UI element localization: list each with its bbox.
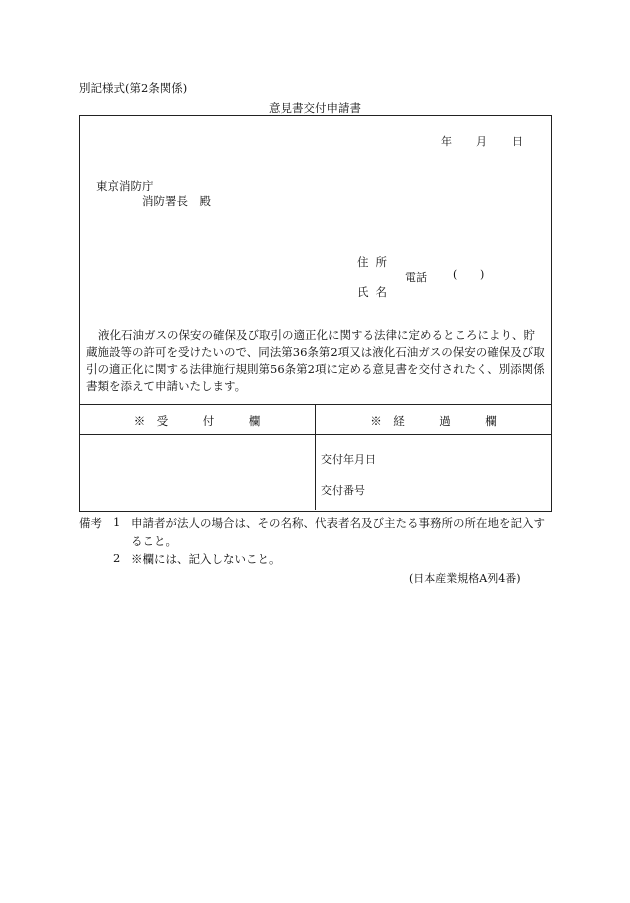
addressee-chief: 消防署長 殿: [142, 194, 211, 208]
form-label: 別記様式(第2条関係): [79, 81, 188, 95]
note-text: 申請者が法人の場合は、その名称、代表者名及び主たる事務所の所在地を記入す: [131, 516, 545, 530]
body-text-line: 書類を添えて申請いたします。: [86, 379, 247, 393]
body-text-line: 引の適正化に関する法律施行規則第56条第2項に定める意見書を交付されたく、別添関係: [86, 362, 545, 376]
name-label: 氏名: [357, 285, 394, 299]
note-number: 1: [113, 515, 121, 529]
phone-paren-open: (: [453, 268, 458, 281]
date-year-label: 年: [441, 135, 452, 148]
note-number: 2: [113, 551, 121, 565]
reception-column-header: ※ 受 付 欄: [133, 414, 261, 428]
document-title: 意見書交付申請書: [269, 101, 361, 115]
remarks-label: 備考: [79, 516, 102, 530]
address-label: 住所: [357, 255, 394, 269]
date-day-label: 日: [512, 135, 523, 148]
date-month-label: 月: [476, 135, 487, 148]
progress-column-header: ※ 経 過 欄: [370, 414, 497, 428]
phone-label: 電話: [405, 271, 427, 284]
issue-date-label: 交付年月日: [321, 453, 376, 466]
note-text: ※欄には、記入しないこと。: [131, 552, 281, 566]
issue-number-label: 交付番号: [321, 484, 365, 497]
body-text-line: 液化石油ガスの保安の確保及び取引の適正化に関する法律に定めるところにより、貯: [98, 328, 535, 342]
note-text: ること。: [131, 534, 177, 548]
phone-paren-close: ): [480, 268, 485, 281]
addressee-organization: 東京消防庁: [96, 179, 154, 193]
body-text-line: 蔵施設等の許可を受けたいので、同法第36条第2項又は液化石油ガスの保安の確保及び取: [86, 345, 545, 359]
paper-standard-note: (日本産業規格A列4番): [409, 572, 521, 585]
